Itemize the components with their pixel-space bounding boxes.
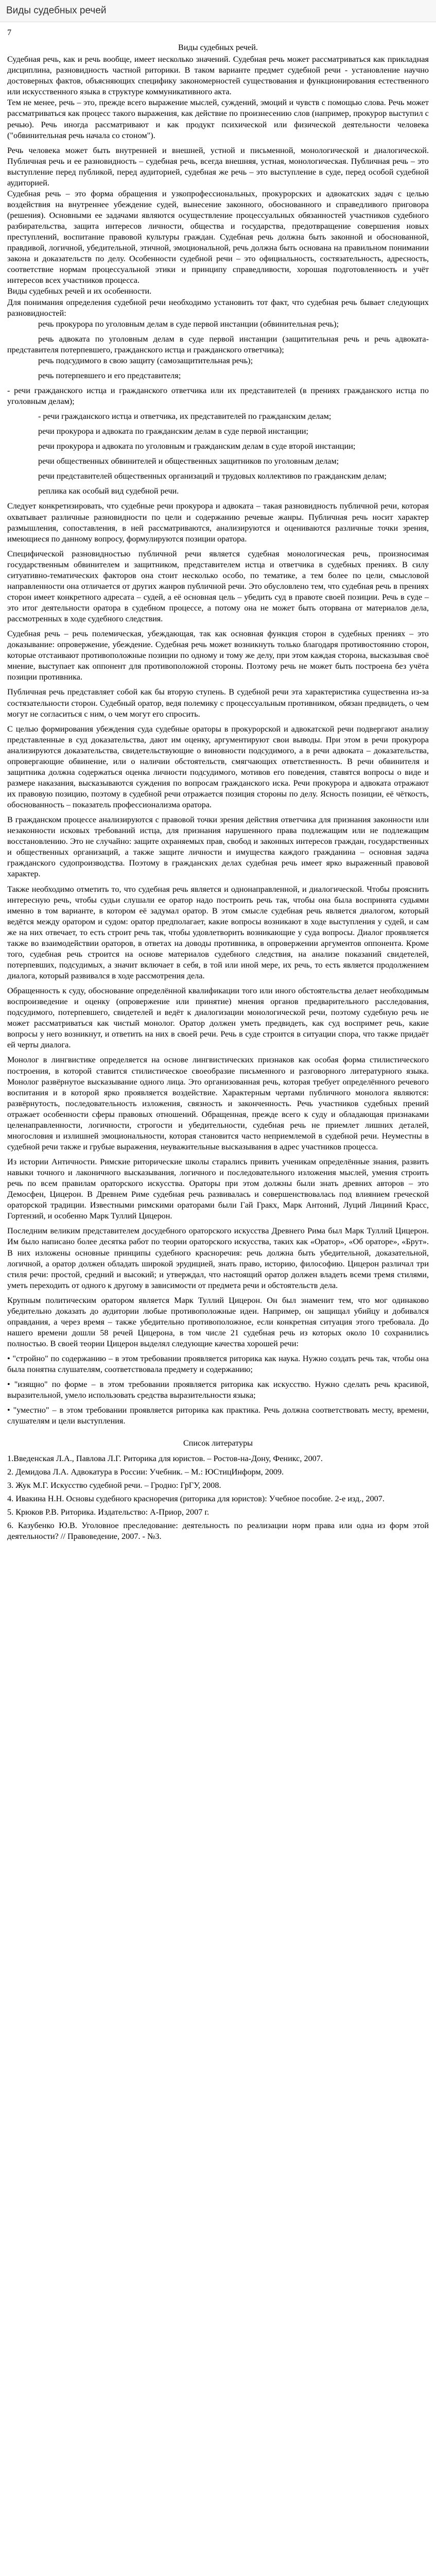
page-number: 7 [7, 28, 12, 37]
body-paragraph: Последним великим представителем досудебного ораторского искусства Древнего Рима был Марк Туллий Цицерон. Им было написано более десятка работ по теории ораторского искусства, таких как «Оратор», «Об ораторе», «Брут». В них изложены основные принципы судебного красноречия: речь должна быть убедительной, доказательной, логичной, а оратор должен обладать широкой эрудицией, знать право, историю, философию. Цицерон различал три стиля речи: простой, средний и высокий; и утверждал, что настоящий оратор должен владеть всеми тремя стилями, уметь переходить от одного к другому в зависимости от предмета речи и обстоятельств дела. [7, 1226, 429, 1290]
reference-item: 2. Демидова Л.А. Адвокатура в России: Учебник. – М.: ЮСтицИнформ, 2009. [7, 1467, 284, 1477]
body-paragraph: Обращенность к суду, обоснование определённой квалификации того или иного обстоятельства делает необходимым воспроизведение и оценку (опровержение или принятие) мнения органов предварительного расследования, подсудимого, потерпевшего, свидетелей и ведёт к диалогизации монологической речи, поэтому судебную речь не может рассматриваться как чистый монолог. Оратор должен уметь предвидеть, как суд воспримет речь, какие вопросы у него возникнут, и ответить на них в своей речи. Речь в суде строится в ситуации спора, что также придаёт ей черты диалога. [7, 986, 429, 1050]
body-paragraph: Монолог в лингвистике определяется на основе лингвистических признаков как особая форма стилистического построения, в которой ставится стилистическое своеобразие письменного и разговорного литературного языка. Монолог развёрнутое высказывание одного лица. Это организованная речь, которая требует определённого речевого воспитания и в которой ярко проявляется воздействие. Характерным чертами публичного монолога являются: развёрнутость, последовательность изложения, связность и законченность. Речь участников судебных прений отражает особенности сферы правовых отношений. Обращенная, прежде всего к суду и обладающая признаками целенаправленности, логичности, строгости и убедительности, судебная речь не приемлет лишних деталей, многословия и излишней эмоциональности, которая становится часто неприемлемой в судебной речи. Неуместны в судебной речи также и грубые выражения, неуважительные высказывания в адрес участников процесса. [7, 1055, 429, 1151]
body-paragraph: С целью формирования убеждения суда судебные ораторы в прокурорской и адвокатской речи подвергают анализу представленные в суд доказательства, дают им оценку, аргументируют свои выводы. При этом в речи прокурора анализируются доказательства, свидетельствующие о виновности подсудимого, а в речи адвоката – доказательства, опровергающие обвинение, или о наличии обстоятельств, смягчающих ответственность. В речи обвинителя и защитника должна содержаться оценка личности подсудимого, мотивов его поведения, ставятся вопросы о виде и размере наказания, высказываются суждения по вопросам гражданского иска. Речи прокурора и адвоката отражают их правовую позицию, поэтому в судебной речи отражается позиция стороны по делу. Ясность позиции, её чёткость, обоснованность – показатель профессионализма оратора. [7, 724, 429, 810]
body-paragraph: речи общественных обвинителей и общественных защитников по уголовным делам; [38, 456, 339, 466]
body-paragraph: речь прокурора по уголовным делам в суде первой инстанции (обвинительная речь); [38, 319, 339, 329]
body-paragraph: Публичная речь представляет собой как бы вторую ступень. В судебной речи эта характеристика существенна из-за состязательности сторон. Судебный оратор, ведя полемику с процессуальным противником, обязан предвидеть, о чем могут не согласиться с ним, о чем могут его спросить. [7, 687, 429, 719]
body-paragraph: • "уместно" – в этом требовании проявляется риторика как практика. Речь должна соответствовать месту, времени, слушателям и цели выступления. [7, 1405, 429, 1426]
body-paragraph: Крупным политическим оратором является Марк Туллий Цицерон. Он был знаменит тем, что мог одинаково убедительно доказать до аудитории любые противоположные идеи. Например, он защищал убийцу и добивался оправдания, а через время – также убедительно противоположное, если конкретная ситуация этого требовала. До нашего времени дошли 58 речей Цицерона, в том числе 21 судебная речь из которых около 10 сохранились полностью. В своей теории Цицерон выделял следующие качества хорошей речи: [7, 1295, 429, 1348]
body-paragraph: Речь человека может быть внутренней и внешней, устной и письменной, монологической и диалогической. Публичная речь и ее разновидность – судебная речь, всегда внешняя, устная, монологическая. Публичная речь – это выступление перед публикой, перед аудиторией, судебная же речь – это выступление в суде, перед особой судебной аудиторией. [7, 145, 429, 188]
body-paragraph: Специфической разновидностью публичной речи является судебная монологическая речь, произносимая государственным обвинителем и защитником, представителем истца и ответчика в судебных прениях. В силу ситуативно-тематических факторов она стоит несколько особо, по тематике, а тем более по цели, смысловой направленности она отличается от других жанров публичной речи. Это обусловлено тем, что судебная речь в прениях сторон имеет конкретного адресата – судей, а её основная цель – убедить суд в правоте своей позиции. Речь в суде – это итог деятельности оратора в судебном процессе, а потому она не может быть оторвана от материалов дела, рассмотренных в ходе судебного следствия. [7, 549, 429, 624]
body-paragraph: Тем не менее, речь – это, прежде всего выражение мыслей, суждений, эмоций и чувств с помощью слова. Речь может рассматриваться как процесс такого выражения, как действие по произнесению слов (например, прокурор выступил с речью). Речь иногда рассматривают и как продукт психической или физической деятельности человека ("обвинительная речь начала со стоном"). [7, 98, 429, 140]
body-paragraph: Судебная речь – речь полемическая, убеждающая, так как основная функция сторон в судебных прениях – это доказывание: опровержение, убеждение. Судебная речь может возникнуть только благодаря противостоянию сторон, которые отстаивают противоположные позиции по одному и тому же делу, при этом каждая сторона, высказывая своё мнение, выступает как оппонент для противоположной стороны. Поэтому речь не может быть построена без учёта позиции противника. [7, 629, 429, 682]
window-title: Виды судебных речей [6, 5, 107, 16]
references-list [7, 1453, 429, 1542]
body-paragraph: - речи гражданского истца и гражданского ответчика или их представителей (в прениях гражданского истца по уголовным делам); [7, 385, 429, 406]
document-page [0, 22, 436, 1557]
body-paragraph: В гражданском процессе анализируются с правовой точки зрения действия ответчика для признания законности или незаконности исковых требований истца, для признания нарушенного права подлежащим или не подлежащим восстановлению. Это не случайно: защите охраняемых прав, свобод и законных интересов граждан, государственных и общественных организаций, а также защите личности и имущества каждого гражданина – основная задача гражданского судопроизводства. Поэтому в гражданских делах судебная речь имеет ярко выраженный правовой характер. [7, 815, 429, 879]
reference-item: 4. Ивакина Н.Н. Основы судебного красноречия (риторика для юристов): Учебное пособие. 2-е изд., 2007. [7, 1494, 385, 1503]
references-title: Список литературы [183, 1438, 253, 1448]
body-paragraph: • "стройно" по содержанию – в этом требовании проявляется риторика как наука. Нужно создать речь так, чтобы она была понятна слушателям, соответствовала предмету и содержанию; [7, 1354, 429, 1375]
body-paragraph: Судебная речь, как и речь вообще, имеет несколько значений. Судебная речь может рассматриваться как прикладная дисциплина, разновидность частной риторики. В таком варианте предмет судебной речи - установление научно достоверных фактов, объясняющих специфику закономерностей существования и функционирования естественного или искусственного языка в структуре коммуникативного акта. [7, 55, 429, 97]
body-paragraph: речи представителей общественных организаций и трудовых коллективов по гражданским делам; [38, 471, 387, 481]
body-paragraph: Следует конкретизировать, что судебные речи прокурора и адвоката – такая разновидность публичной речи, которая охватывает различные разновидности по цели и содержанию речевые жанры. Публичная речь носит характер размышления, сопоставления, в ней рассматриваются, анализируются и оцениваются различные точки зрения, имеющиеся по данному вопросу, формулируются позиции оратора. [7, 501, 429, 544]
body-paragraph: речь адвоката по уголовным делам в суде первой инстанции (защитительная речь и речь адвоката-представителя потерпевшего, гражданского истца и гражданского ответчика); [7, 334, 429, 354]
document-body [7, 54, 429, 1427]
document-title: Виды судебных речей. [178, 43, 258, 53]
body-paragraph: речи прокурора и адвоката по гражданским делам в суде первой инстанции; [38, 427, 309, 436]
body-paragraph: Для понимания определения судебной речи необходимо установить тот факт, что судебная речь бывает следующих разновидностей: [7, 297, 429, 318]
body-paragraph: речи прокурора и адвоката по уголовным и гражданским делам в суде второй инстанции; [38, 442, 356, 451]
body-paragraph: Из истории Античности. Римские риторические школы старались привить ученикам определённые знания, развить навыки точного и лаконичного высказывания, логичного и последовательного изложения мыслей, умения строить речь по всем правилам ораторского искусства. Ораторы при этом должны были знать древних авторов – это Демосфен, Цицерон. В Древнем Риме судебная речь развивалась и совершенствовалась под влиянием греческой ораторской традиции. Известными римскими ораторами были Гай Гракх, Марк Антоний, Луций Лициний Красс, Гортензий, и особенно Марк Туллий Цицерон. [7, 1157, 429, 1221]
body-paragraph: Судебная речь – это форма обращения и узкопрофессиональных, прокурорских и адвокатских задач с целью воздействия на внутреннее убеждение судей, вынесение законного, обоснованного и справедливого приговора (решения). Основными ее задачами являются осуществление процессуальных обязанностей участников судебного разбирательства, защита интересов личности, общества и государства, предотвращение совершения новых преступлений, воспитание правовой культуры граждан. Судебная речь должна быть законной и обоснованной, правдивой, логичной, убедительной, этичной, эмоциональной, речь должна быть основана на правильном понимании закона и доказательств по делу. Особенности судебной речи – это официальность, состязательность, адресность, соответствие нормам процессуальной этики и принципу справедливости, хорошая подготовленность и учёт интересов всех участников процесса. [7, 189, 429, 285]
body-paragraph: Также необходимо отметить то, что судебная речь является и однонаправленной, и диалогической. Чтобы прояснить интересную речь, чтобы судьи слушали ее оратор надо построить речь так, чтобы она была воспринята судьями именно в том варианте, в котором её задумал оратор. В этом смысле судебная речь является диалогом, который ведётся между оратором и судом: оратор предполагает, какие вопросы возникают в ходе выступления у судей, и сам же на них отвечает, то есть строит речь так, чтобы удовлетворить возникающие у суда вопросы. Диалог проявляется также во взаимодействии ораторов, в ответах на доводы противника, в опровержении аргументов оппонента. Кроме того, судебная речь строится на основе материалов судебного следствия, на анализе показаний свидетелей, потерпевших, подсудимых, а значит включает в себя, в той или иной мере, их речь, то есть является продолжением диалога, который развивался в ходе рассмотрения дела. [7, 884, 429, 980]
reference-item: 3. Жук М.Г. Искусство судебной речи. – Гродно: ГрГУ, 2008. [7, 1480, 221, 1490]
reference-item: 5. Крюков Р.В. Риторика. Издательство: А-Приор, 2007 г. [7, 1507, 210, 1517]
reference-item: 1.Введенская Л.А., Павлова Л.Г. Риторика для юристов. – Ростов-на-Дону, Феникс, 2007. [7, 1453, 323, 1463]
reference-item: 6. Казубенко Ю.В. Уголовное преследование: деятельность по реализации норм права или одна из форм этой деятельности? // Правоведение, 2007. - №3. [7, 1520, 429, 1541]
body-paragraph: Виды судебных речей и их особенности. [7, 286, 152, 296]
body-paragraph: - речи гражданского истца и ответчика, их представителей по гражданским делам; [38, 412, 332, 421]
window-header [0, 0, 436, 22]
body-paragraph: речь подсудимого в свою защиту (самозащитительная речь); [38, 355, 253, 365]
body-paragraph: речь потерпевшего и его представителя; [38, 370, 181, 380]
body-paragraph: • "изящно" по форме – в этом требовании проявляется риторика как искусство. Нужно сделать речь красивой, выразительной, умело использовать средства выразительности языка; [7, 1380, 429, 1400]
body-paragraph: реплика как особый вид судебной речи. [38, 486, 179, 496]
